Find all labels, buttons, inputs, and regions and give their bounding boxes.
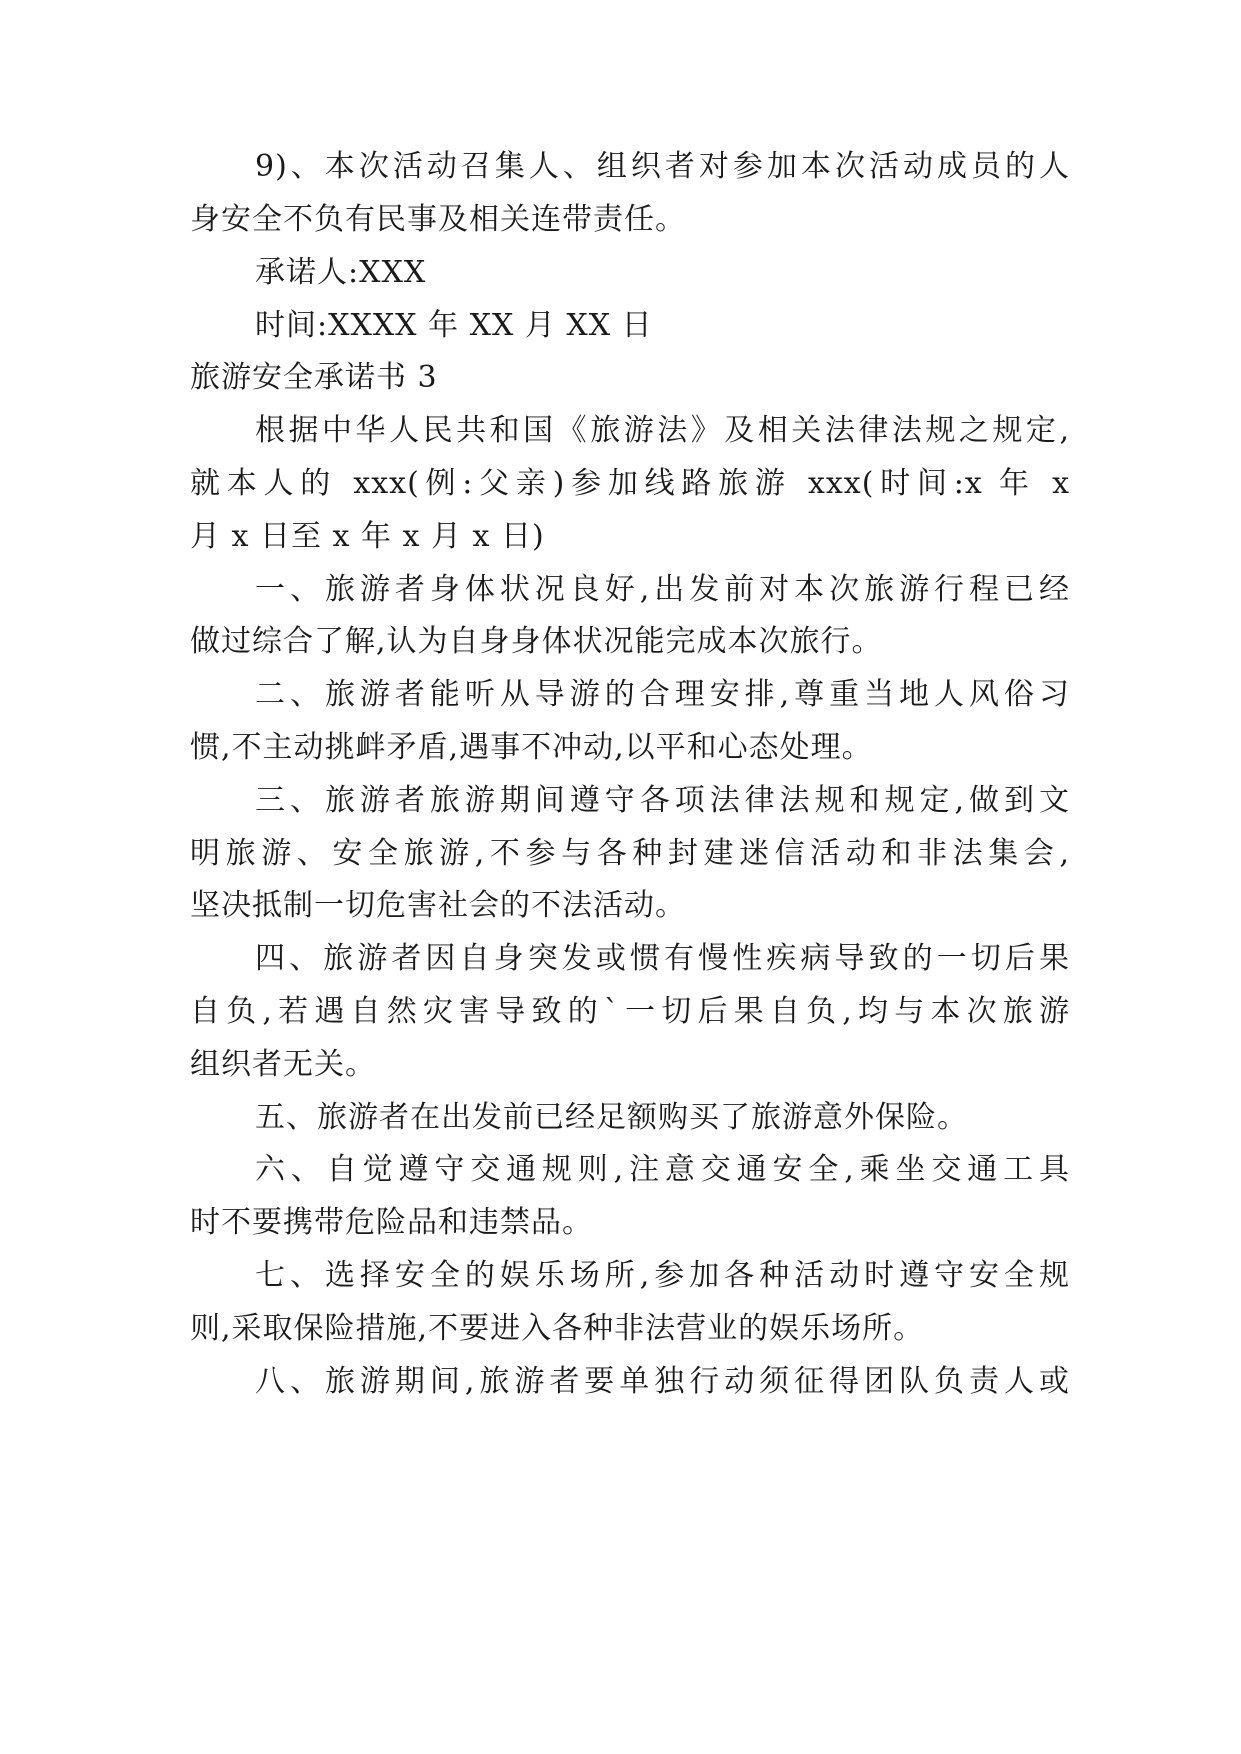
paragraph-9-line-2: 身安全不负有民事及相关连带责任。 (190, 202, 686, 237)
intro-line-2: 就本人的 xxx(例:父亲)参加线路旅游 xxx(时间:x 年 x (190, 466, 1070, 501)
item-3-line-3: 坚决抵制一切危害社会的不法活动。 (190, 888, 686, 923)
item-6-line-2: 时不要携带危险品和违禁品。 (190, 1205, 593, 1240)
item-2-line-2: 惯,不主动挑衅矛盾,遇事不冲动,以平和心态处理。 (190, 730, 873, 765)
date-line: 时间:XXXX 年 XX 月 XX 日 (255, 308, 653, 343)
item-6-line-1: 六、自觉遵守交通规则,注意交通安全,乘坐交通工具 (255, 1152, 1070, 1187)
item-7-line-1: 七、选择安全的娱乐场所,参加各种活动时遵守安全规 (255, 1258, 1070, 1293)
item-4-line-1: 四、旅游者因自身突发或惯有慢性疾病导致的一切后果 (255, 941, 1070, 976)
item-4-line-2: 自负,若遇自然灾害导致的`一切后果自负,均与本次旅游 (190, 994, 1070, 1029)
item-3-line-2: 明旅游、安全旅游,不参与各种封建迷信活动和非法集会, (190, 836, 1070, 871)
item-2-line-1: 二、旅游者能听从导游的合理安排,尊重当地人风俗习 (255, 677, 1070, 712)
paragraph-9-line-1: 9)、本次活动召集人、组织者对参加本次活动成员的人 (255, 149, 1070, 184)
item-4-line-3: 组织者无关。 (190, 1047, 376, 1082)
item-3-line-1: 三、旅游者旅游期间遵守各项法律法规和规定,做到文 (255, 783, 1070, 818)
intro-line-1: 根据中华人民共和国《旅游法》及相关法律法规之规定, (255, 413, 1070, 448)
intro-line-3: 月 x 日至 x 年 x 月 x 日) (190, 519, 545, 554)
item-1-line-2: 做过综合了解,认为自身身体状况能完成本次旅行。 (190, 624, 883, 659)
item-5-line-1: 五、旅游者在出发前已经足额购买了旅游意外保险。 (255, 1100, 968, 1135)
item-8-line-1: 八、旅游期间,旅游者要单独行动须征得团队负责人或 (255, 1364, 1070, 1399)
promisor-line: 承诺人:XXX (255, 255, 427, 290)
item-1-line-1: 一、旅游者身体状况良好,出发前对本次旅游行程已经 (255, 572, 1070, 607)
section-heading: 旅游安全承诺书 3 (190, 360, 438, 395)
item-7-line-2: 则,采取保险措施,不要进入各种非法营业的娱乐场所。 (190, 1311, 925, 1346)
